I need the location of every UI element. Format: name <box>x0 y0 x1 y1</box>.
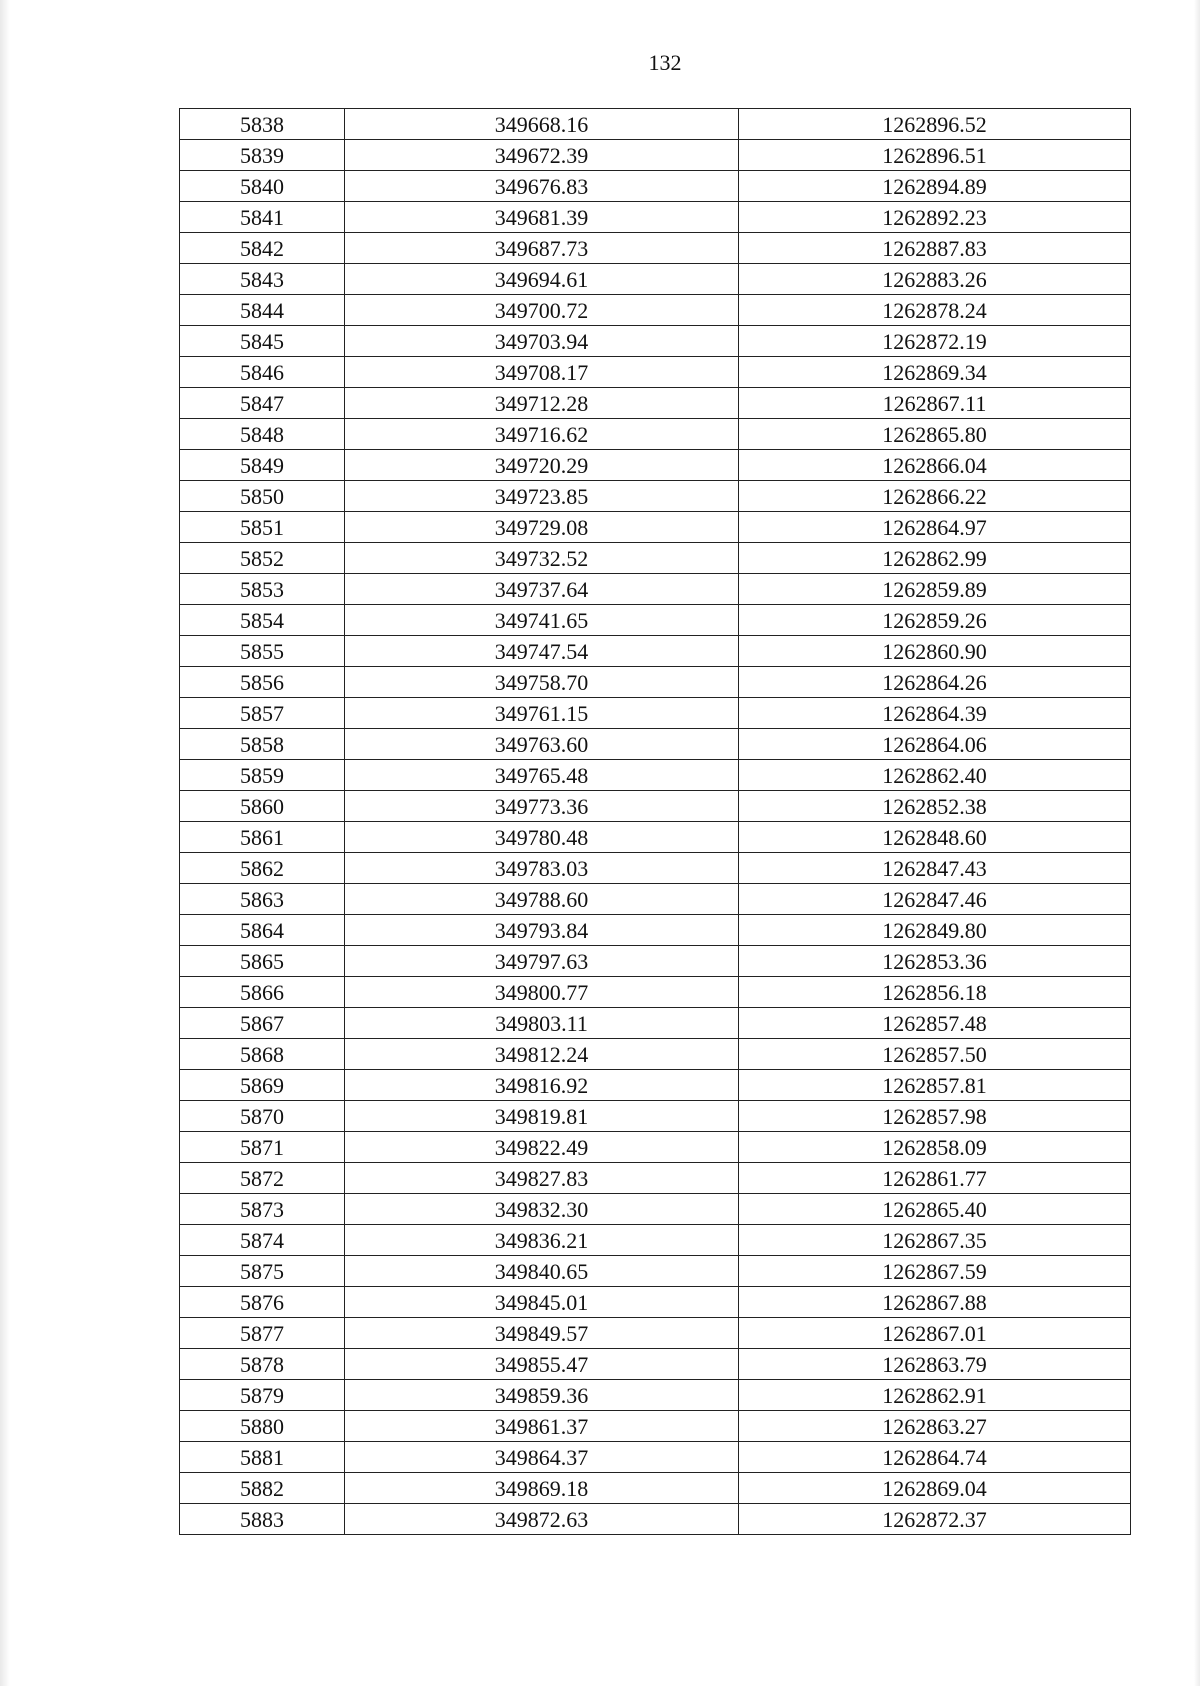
table-row <box>180 729 1131 760</box>
table-row <box>180 1132 1131 1163</box>
y-coordinate-cell: 1262864.26 <box>739 667 1131 698</box>
point-number-cell: 5846 <box>180 357 345 388</box>
y-coordinate-cell: 1262896.52 <box>739 109 1131 140</box>
x-coordinate-cell: 349780.48 <box>345 822 739 853</box>
point-number-cell: 5857 <box>180 698 345 729</box>
table-row <box>180 233 1131 264</box>
table-row <box>180 1442 1131 1473</box>
table-row <box>180 1008 1131 1039</box>
table-row <box>180 388 1131 419</box>
y-coordinate-cell: 1262883.26 <box>739 264 1131 295</box>
y-coordinate-cell: 1262857.98 <box>739 1101 1131 1132</box>
x-coordinate-cell: 349716.62 <box>345 419 739 450</box>
x-coordinate-cell: 349723.85 <box>345 481 739 512</box>
table-row <box>180 1163 1131 1194</box>
table-row <box>180 977 1131 1008</box>
table-row <box>180 171 1131 202</box>
point-number-cell: 5866 <box>180 977 345 1008</box>
point-number-cell: 5843 <box>180 264 345 295</box>
y-coordinate-cell: 1262866.22 <box>739 481 1131 512</box>
y-coordinate-cell: 1262892.23 <box>739 202 1131 233</box>
point-number-cell: 5879 <box>180 1380 345 1411</box>
table-row <box>180 1504 1131 1535</box>
point-number-cell: 5838 <box>180 109 345 140</box>
x-coordinate-cell: 349872.63 <box>345 1504 739 1535</box>
table-row <box>180 450 1131 481</box>
point-number-cell: 5841 <box>180 202 345 233</box>
point-number-cell: 5845 <box>180 326 345 357</box>
x-coordinate-cell: 349763.60 <box>345 729 739 760</box>
table-row <box>180 140 1131 171</box>
table-row <box>180 1256 1131 1287</box>
x-coordinate-cell: 349783.03 <box>345 853 739 884</box>
x-coordinate-cell: 349720.29 <box>345 450 739 481</box>
table-row <box>180 915 1131 946</box>
y-coordinate-cell: 1262864.06 <box>739 729 1131 760</box>
table-row <box>180 1225 1131 1256</box>
table-row <box>180 574 1131 605</box>
point-number-cell: 5878 <box>180 1349 345 1380</box>
table-row <box>180 605 1131 636</box>
x-coordinate-cell: 349855.47 <box>345 1349 739 1380</box>
point-number-cell: 5868 <box>180 1039 345 1070</box>
y-coordinate-cell: 1262872.37 <box>739 1504 1131 1535</box>
x-coordinate-cell: 349819.81 <box>345 1101 739 1132</box>
point-number-cell: 5854 <box>180 605 345 636</box>
x-coordinate-cell: 349788.60 <box>345 884 739 915</box>
point-number-cell: 5870 <box>180 1101 345 1132</box>
point-number-cell: 5860 <box>180 791 345 822</box>
point-number-cell: 5859 <box>180 760 345 791</box>
x-coordinate-cell: 349803.11 <box>345 1008 739 1039</box>
point-number-cell: 5873 <box>180 1194 345 1225</box>
y-coordinate-cell: 1262859.89 <box>739 574 1131 605</box>
point-number-cell: 5858 <box>180 729 345 760</box>
point-number-cell: 5872 <box>180 1163 345 1194</box>
page-edge-left <box>0 0 10 1686</box>
point-number-cell: 5867 <box>180 1008 345 1039</box>
x-coordinate-cell: 349747.54 <box>345 636 739 667</box>
table-row <box>180 1287 1131 1318</box>
table-row <box>180 791 1131 822</box>
point-number-cell: 5840 <box>180 171 345 202</box>
y-coordinate-cell: 1262849.80 <box>739 915 1131 946</box>
table-row <box>180 481 1131 512</box>
coordinates-table <box>179 108 1131 1535</box>
table-row <box>180 1101 1131 1132</box>
y-coordinate-cell: 1262862.40 <box>739 760 1131 791</box>
point-number-cell: 5849 <box>180 450 345 481</box>
y-coordinate-cell: 1262867.35 <box>739 1225 1131 1256</box>
x-coordinate-cell: 349816.92 <box>345 1070 739 1101</box>
x-coordinate-cell: 349797.63 <box>345 946 739 977</box>
table-row <box>180 1349 1131 1380</box>
y-coordinate-cell: 1262852.38 <box>739 791 1131 822</box>
table-row <box>180 946 1131 977</box>
point-number-cell: 5877 <box>180 1318 345 1349</box>
page-number: 132 <box>648 50 682 75</box>
table-row <box>180 1039 1131 1070</box>
table-row <box>180 264 1131 295</box>
x-coordinate-cell: 349836.21 <box>345 1225 739 1256</box>
point-number-cell: 5839 <box>180 140 345 171</box>
x-coordinate-cell: 349737.64 <box>345 574 739 605</box>
y-coordinate-cell: 1262861.77 <box>739 1163 1131 1194</box>
x-coordinate-cell: 349869.18 <box>345 1473 739 1504</box>
x-coordinate-cell: 349832.30 <box>345 1194 739 1225</box>
table-row <box>180 698 1131 729</box>
x-coordinate-cell: 349773.36 <box>345 791 739 822</box>
x-coordinate-cell: 349845.01 <box>345 1287 739 1318</box>
x-coordinate-cell: 349827.83 <box>345 1163 739 1194</box>
point-number-cell: 5862 <box>180 853 345 884</box>
y-coordinate-cell: 1262866.04 <box>739 450 1131 481</box>
table-row <box>180 667 1131 698</box>
x-coordinate-cell: 349694.61 <box>345 264 739 295</box>
point-number-cell: 5871 <box>180 1132 345 1163</box>
x-coordinate-cell: 349672.39 <box>345 140 739 171</box>
table-row <box>180 1473 1131 1504</box>
table-row <box>180 853 1131 884</box>
point-number-cell: 5852 <box>180 543 345 574</box>
y-coordinate-cell: 1262865.40 <box>739 1194 1131 1225</box>
y-coordinate-cell: 1262869.34 <box>739 357 1131 388</box>
y-coordinate-cell: 1262857.81 <box>739 1070 1131 1101</box>
y-coordinate-cell: 1262860.90 <box>739 636 1131 667</box>
x-coordinate-cell: 349849.57 <box>345 1318 739 1349</box>
y-coordinate-cell: 1262847.46 <box>739 884 1131 915</box>
table-row <box>180 1318 1131 1349</box>
point-number-cell: 5855 <box>180 636 345 667</box>
y-coordinate-cell: 1262894.89 <box>739 171 1131 202</box>
x-coordinate-cell: 349687.73 <box>345 233 739 264</box>
y-coordinate-cell: 1262858.09 <box>739 1132 1131 1163</box>
point-number-cell: 5863 <box>180 884 345 915</box>
point-number-cell: 5851 <box>180 512 345 543</box>
y-coordinate-cell: 1262853.36 <box>739 946 1131 977</box>
x-coordinate-cell: 349864.37 <box>345 1442 739 1473</box>
y-coordinate-cell: 1262867.59 <box>739 1256 1131 1287</box>
x-coordinate-cell: 349840.65 <box>345 1256 739 1287</box>
x-coordinate-cell: 349859.36 <box>345 1380 739 1411</box>
y-coordinate-cell: 1262862.99 <box>739 543 1131 574</box>
x-coordinate-cell: 349676.83 <box>345 171 739 202</box>
y-coordinate-cell: 1262867.11 <box>739 388 1131 419</box>
y-coordinate-cell: 1262872.19 <box>739 326 1131 357</box>
y-coordinate-cell: 1262887.83 <box>739 233 1131 264</box>
point-number-cell: 5864 <box>180 915 345 946</box>
point-number-cell: 5875 <box>180 1256 345 1287</box>
point-number-cell: 5882 <box>180 1473 345 1504</box>
point-number-cell: 5880 <box>180 1411 345 1442</box>
x-coordinate-cell: 349729.08 <box>345 512 739 543</box>
point-number-cell: 5850 <box>180 481 345 512</box>
point-number-cell: 5856 <box>180 667 345 698</box>
x-coordinate-cell: 349861.37 <box>345 1411 739 1442</box>
table-row <box>180 543 1131 574</box>
y-coordinate-cell: 1262848.60 <box>739 822 1131 853</box>
table-row <box>180 636 1131 667</box>
y-coordinate-cell: 1262857.48 <box>739 1008 1131 1039</box>
coordinates-table-body <box>180 109 1131 1535</box>
x-coordinate-cell: 349703.94 <box>345 326 739 357</box>
table-row <box>180 884 1131 915</box>
x-coordinate-cell: 349812.24 <box>345 1039 739 1070</box>
x-coordinate-cell: 349758.70 <box>345 667 739 698</box>
point-number-cell: 5853 <box>180 574 345 605</box>
x-coordinate-cell: 349822.49 <box>345 1132 739 1163</box>
table-row <box>180 1380 1131 1411</box>
point-number-cell: 5874 <box>180 1225 345 1256</box>
table-row <box>180 109 1131 140</box>
point-number-cell: 5861 <box>180 822 345 853</box>
point-number-cell: 5842 <box>180 233 345 264</box>
page-edge-right <box>1194 0 1200 1686</box>
table-row <box>180 1070 1131 1101</box>
x-coordinate-cell: 349712.28 <box>345 388 739 419</box>
x-coordinate-cell: 349681.39 <box>345 202 739 233</box>
table-row <box>180 1411 1131 1442</box>
point-number-cell: 5876 <box>180 1287 345 1318</box>
y-coordinate-cell: 1262896.51 <box>739 140 1131 171</box>
y-coordinate-cell: 1262864.39 <box>739 698 1131 729</box>
x-coordinate-cell: 349700.72 <box>345 295 739 326</box>
y-coordinate-cell: 1262847.43 <box>739 853 1131 884</box>
y-coordinate-cell: 1262869.04 <box>739 1473 1131 1504</box>
y-coordinate-cell: 1262863.27 <box>739 1411 1131 1442</box>
point-number-cell: 5847 <box>180 388 345 419</box>
x-coordinate-cell: 349708.17 <box>345 357 739 388</box>
table-row <box>180 357 1131 388</box>
x-coordinate-cell: 349793.84 <box>345 915 739 946</box>
y-coordinate-cell: 1262867.01 <box>739 1318 1131 1349</box>
table-row <box>180 1194 1131 1225</box>
point-number-cell: 5883 <box>180 1504 345 1535</box>
y-coordinate-cell: 1262862.91 <box>739 1380 1131 1411</box>
table-row <box>180 419 1131 450</box>
table-row <box>180 822 1131 853</box>
point-number-cell: 5881 <box>180 1442 345 1473</box>
point-number-cell: 5869 <box>180 1070 345 1101</box>
y-coordinate-cell: 1262859.26 <box>739 605 1131 636</box>
y-coordinate-cell: 1262856.18 <box>739 977 1131 1008</box>
table-row <box>180 512 1131 543</box>
x-coordinate-cell: 349741.65 <box>345 605 739 636</box>
y-coordinate-cell: 1262857.50 <box>739 1039 1131 1070</box>
y-coordinate-cell: 1262865.80 <box>739 419 1131 450</box>
y-coordinate-cell: 1262864.97 <box>739 512 1131 543</box>
x-coordinate-cell: 349761.15 <box>345 698 739 729</box>
y-coordinate-cell: 1262878.24 <box>739 295 1131 326</box>
x-coordinate-cell: 349668.16 <box>345 109 739 140</box>
y-coordinate-cell: 1262864.74 <box>739 1442 1131 1473</box>
x-coordinate-cell: 349765.48 <box>345 760 739 791</box>
table-row <box>180 202 1131 233</box>
x-coordinate-cell: 349800.77 <box>345 977 739 1008</box>
x-coordinate-cell: 349732.52 <box>345 543 739 574</box>
table-row <box>180 760 1131 791</box>
y-coordinate-cell: 1262863.79 <box>739 1349 1131 1380</box>
y-coordinate-cell: 1262867.88 <box>739 1287 1131 1318</box>
point-number-cell: 5848 <box>180 419 345 450</box>
table-row <box>180 295 1131 326</box>
table-row <box>180 326 1131 357</box>
point-number-cell: 5844 <box>180 295 345 326</box>
point-number-cell: 5865 <box>180 946 345 977</box>
